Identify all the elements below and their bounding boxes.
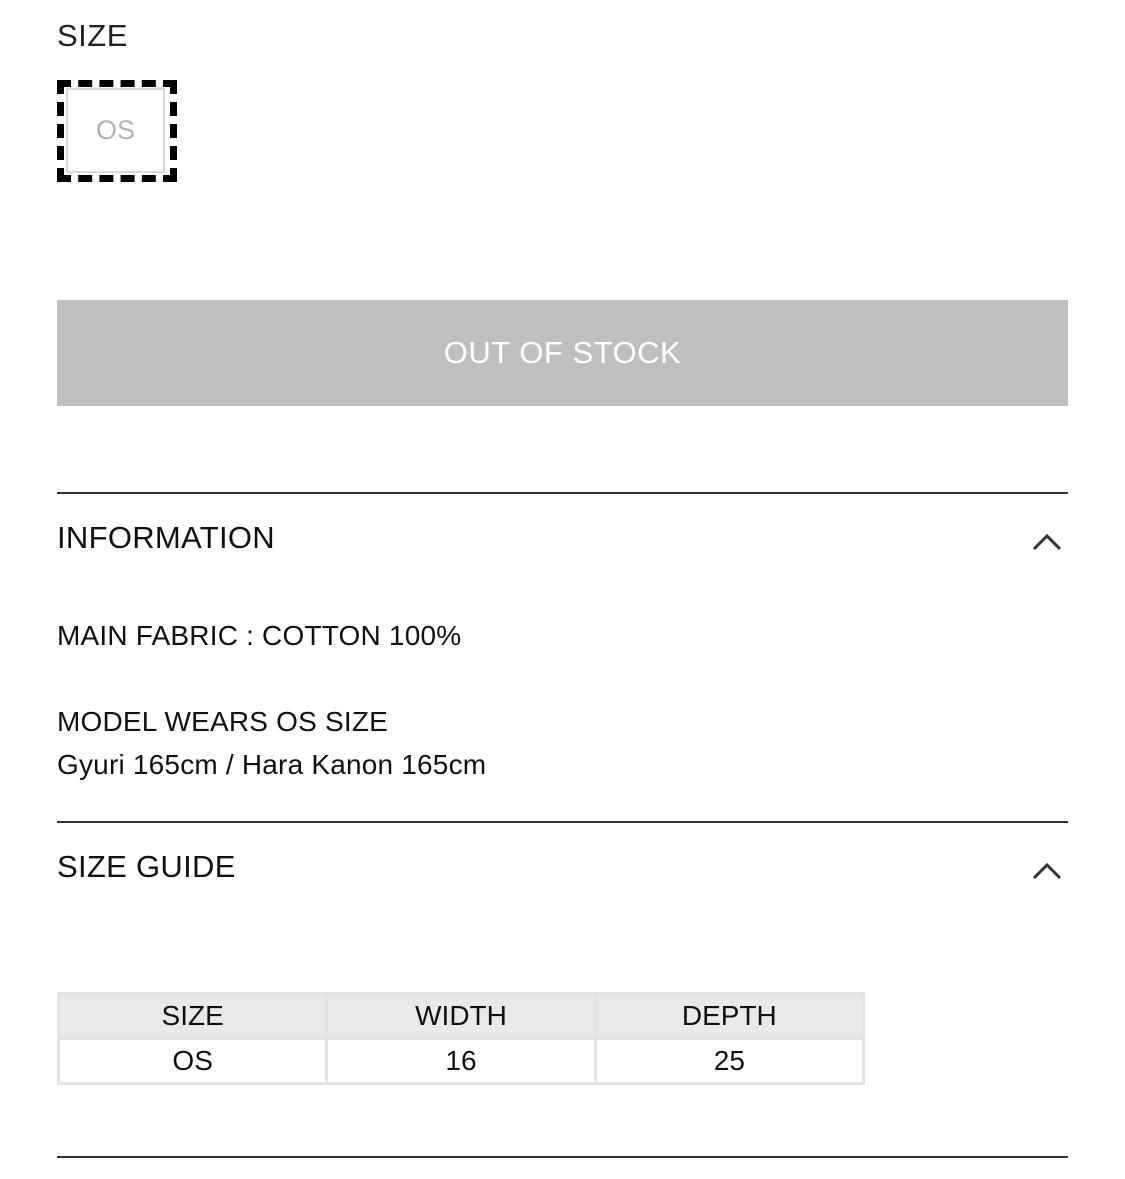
size-option-os[interactable]: OS [66, 88, 165, 173]
section-divider [57, 492, 1068, 494]
fabric-info: MAIN FABRIC : COTTON 100% [57, 620, 462, 651]
cell-size: OS [59, 1039, 327, 1084]
size-label: SIZE [57, 18, 128, 53]
cell-depth: 25 [595, 1039, 863, 1084]
cell-width: 16 [327, 1039, 595, 1084]
product-options-page [57, 0, 1068, 1179]
table-row [59, 1039, 864, 1084]
chevron-up-icon[interactable] [1032, 859, 1062, 881]
size-guide-table [57, 992, 865, 1085]
table-header-row [59, 994, 864, 1039]
column-header-width: WIDTH [327, 994, 595, 1039]
out-of-stock-button[interactable]: OUT OF STOCK [57, 300, 1068, 406]
chevron-up-icon[interactable] [1032, 530, 1062, 552]
information-title: INFORMATION [57, 520, 275, 555]
size-option-focus-ring [57, 80, 177, 182]
size-guide-title: SIZE GUIDE [57, 849, 236, 884]
size-guide-header[interactable] [57, 849, 1068, 909]
section-divider [57, 821, 1068, 823]
model-names-info: Gyuri 165cm / Hara Kanon 165cm [57, 749, 487, 780]
information-header[interactable] [57, 520, 1068, 580]
section-divider [57, 1156, 1068, 1158]
model-size-info: MODEL WEARS OS SIZE [57, 706, 389, 737]
column-header-depth: DEPTH [595, 994, 863, 1039]
column-header-size: SIZE [59, 994, 327, 1039]
